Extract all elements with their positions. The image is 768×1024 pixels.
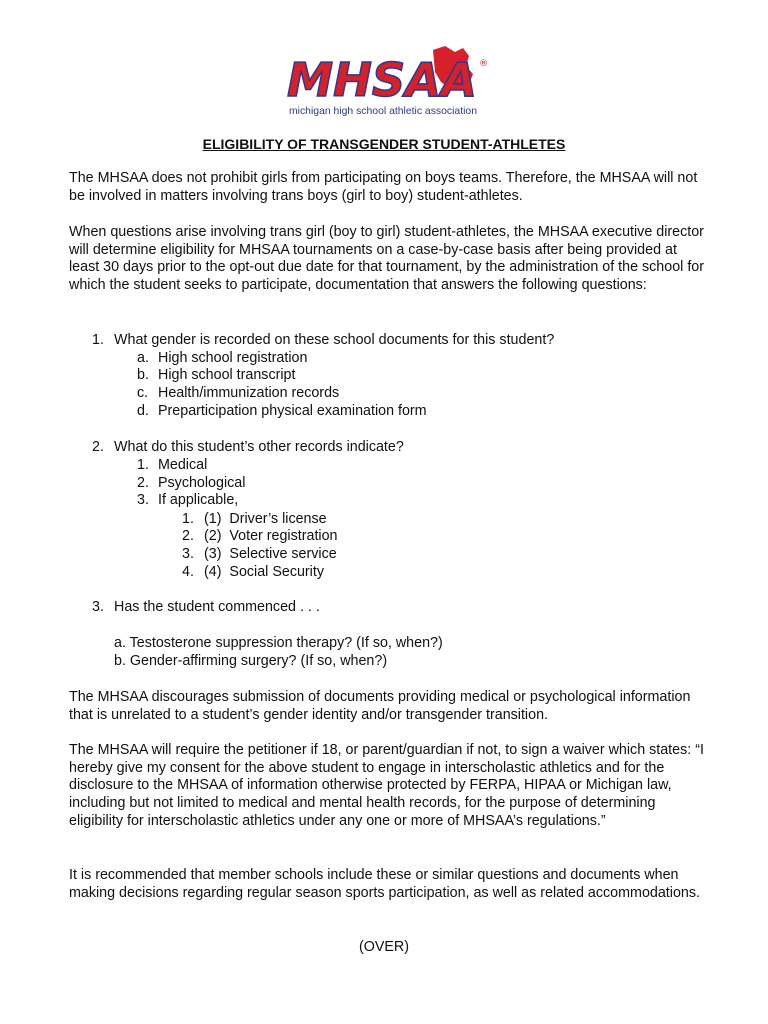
- question-3-text: Has the student commenced . . .: [114, 599, 320, 615]
- question-2-item-1: 1. Medical: [137, 457, 208, 473]
- mhsaa-logo: [283, 44, 493, 122]
- question-3-number: 3.: [92, 599, 104, 615]
- question-2: [92, 439, 404, 457]
- logo-registered: ®: [479, 59, 488, 69]
- paragraph-1: The MHSAA does not prohibit girls from participating on boys teams. Therefore, the MHSAA will not be involved in matters involving trans boys (girl to boy) student-athletes.: [69, 170, 698, 204]
- paragraph-5: It is recommended that member schools include these or similar questions and documents when making decisions regarding regular season sports participation, as well as related accommodations.: [69, 867, 700, 901]
- question-3: [92, 599, 320, 617]
- document-title: ELIGIBILITY OF TRANSGENDER STUDENT-ATHLETES: [202, 136, 566, 152]
- question-2-subitem-2: 2. (2) Voter registration: [182, 528, 338, 544]
- question-3-item-b: b. Gender-affirming surgery? (If so, when?): [114, 653, 388, 669]
- question-1-item-c: c. Health/immunization records: [137, 385, 340, 401]
- paragraph-2: When questions arise involving trans girl (boy to girl) student-athletes, the MHSAA executive director will determine eligibility for MHSAA tournaments on a case-by-case basis after being provided at least 30 days prior to the opt-out due date for that tournament, by the administration of the school for which the student seeks to participate, documentation that answers the following questions:: [69, 224, 704, 294]
- question-1-number: 1.: [92, 332, 104, 348]
- page-footer-over: (OVER): [358, 939, 410, 955]
- question-1: [92, 332, 554, 350]
- paragraph-4: The MHSAA will require the petitioner if 18, or parent/guardian if not, to sign a waiver which states: “I hereby give my consent for the above student to engage in interscholastic athletics and for the disclosure to the MHSAA of information otherwise protected by FERPA, HIPAA or Michigan law, including but not limited to medical and mental health records, for the purpose of determining eligibility for interscholastic athletics under any one or more of MHSAA’s regulations.”: [69, 742, 704, 829]
- question-2-item-2: 2. Psychological: [137, 475, 246, 491]
- paragraph-3: The MHSAA discourages submission of documents providing medical or psychological information that is unrelated to a student’s gender identity and/or transgender transition.: [69, 689, 691, 723]
- question-3-item-a: a. Testosterone suppression therapy? (If so, when?): [114, 635, 443, 651]
- question-2-subitem-1: 1. (1) Driver’s license: [182, 511, 327, 527]
- question-2-item-3: 3. If applicable,: [137, 492, 239, 508]
- question-2-text: What do this student’s other records indicate?: [114, 439, 404, 455]
- question-1-text: What gender is recorded on these school documents for this student?: [114, 332, 555, 348]
- question-2-number: 2.: [92, 439, 104, 455]
- question-1-item-d: d. Preparticipation physical examination form: [137, 403, 427, 419]
- logo-name: MHSAA: [287, 53, 477, 107]
- question-2-subitem-4: 4. (4) Social Security: [182, 564, 324, 580]
- logo-subtitle: michigan high school athletic association: [289, 105, 478, 117]
- question-1-item-a: a. High school registration: [137, 350, 308, 366]
- question-2-subitem-3: 3. (3) Selective service: [182, 546, 337, 562]
- question-1-item-b: b. High school transcript: [137, 367, 296, 383]
